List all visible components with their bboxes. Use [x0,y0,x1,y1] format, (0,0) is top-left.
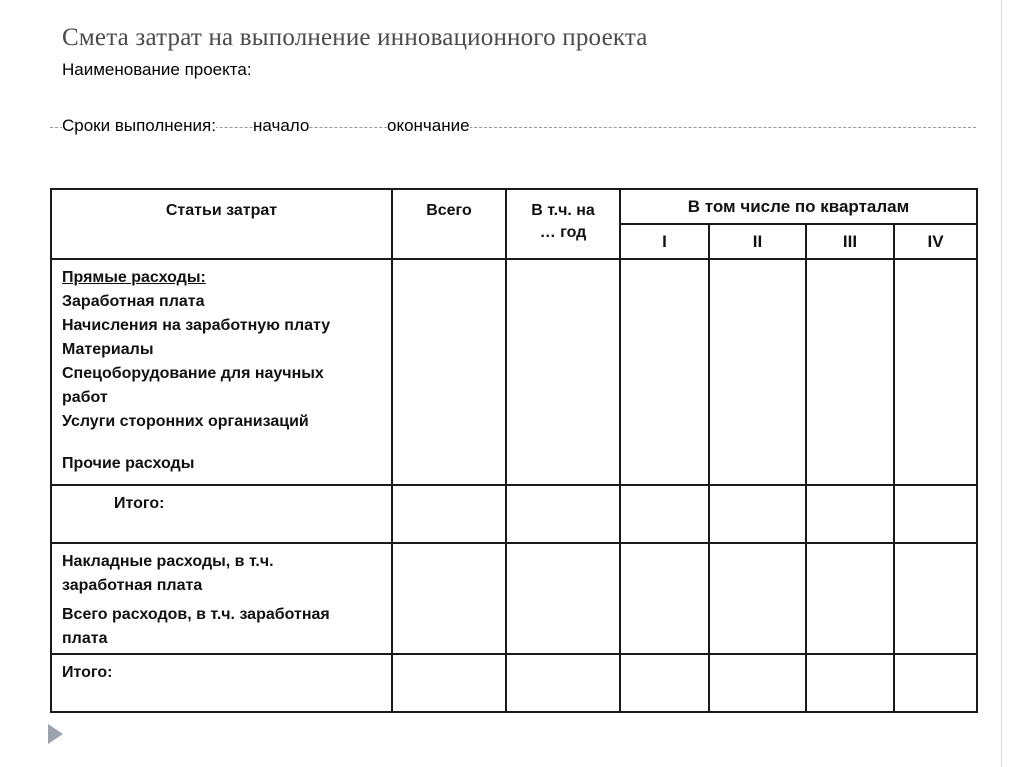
table-cell [620,259,709,485]
overhead-cell [51,543,392,654]
col-header-year [506,189,620,259]
line-equipment-1: Спецоборудование для научных [62,365,324,382]
table-cell [506,543,620,654]
line-overhead-2: заработная плата [62,577,203,594]
line-overhead-1: Накладные расходы, в т.ч. [62,553,274,570]
table-cell [620,543,709,654]
col-header-q3: III [806,224,894,259]
table-row [51,485,977,543]
table-row [51,543,977,654]
page-title: Смета затрат на выполнение инновационного проекта [62,24,648,51]
line-equipment-2: работ [62,389,108,406]
triangle-arrow-icon [48,724,63,744]
table-cell [894,259,977,485]
table-cell [620,485,709,543]
header-row [51,189,977,224]
table-cell [709,485,806,543]
total-label: Итого: [51,654,392,712]
line-all-costs-1: Всего расходов, в т.ч. заработная [62,606,330,623]
dates-row [50,116,976,140]
table-row [51,654,977,712]
line-third-party: Услуги сторонних организаций [62,413,309,430]
table-cell [392,485,506,543]
direct-costs-cell [51,259,392,485]
table-cell [392,543,506,654]
cost-estimate-table [50,188,978,713]
table-cell [894,485,977,543]
start-label: начало [253,116,310,135]
line-salary: Заработная плата [62,293,205,310]
line-salary-charges: Начисления на заработную плату [62,317,331,334]
table-cell [806,543,894,654]
table-cell [806,259,894,485]
table-cell [709,259,806,485]
table-cell [894,654,977,712]
table-cell [709,543,806,654]
subtotal-label: Итого: [51,485,392,543]
table-cell [620,654,709,712]
table-cell [709,654,806,712]
table-cell [506,654,620,712]
col-header-items: Статьи затрат [51,189,392,259]
col-header-q2: II [709,224,806,259]
col-header-year-line1: В т.ч. на [531,202,595,219]
table-cell [894,543,977,654]
table-cell [806,485,894,543]
line-other: Прочие расходы [62,455,195,472]
table-cell [806,654,894,712]
project-name-label: Наименование проекта: [62,60,252,79]
direct-costs-heading: Прямые расходы: [62,269,206,286]
col-header-year-line2: … год [539,224,587,241]
slide-right-border [1001,0,1002,767]
col-header-q1: I [620,224,709,259]
end-label: окончание [387,116,470,135]
col-header-q4: IV [894,224,977,259]
table-cell [506,259,620,485]
table-cell [392,259,506,485]
col-header-quarters: В том числе по кварталам [620,189,977,224]
table-cell [506,485,620,543]
table-row [51,259,977,485]
dates-label: Сроки выполнения: [62,116,216,135]
line-all-costs-2: плата [62,630,108,647]
table-cell [392,654,506,712]
line-materials: Материалы [62,341,154,358]
col-header-total: Всего [392,189,506,259]
